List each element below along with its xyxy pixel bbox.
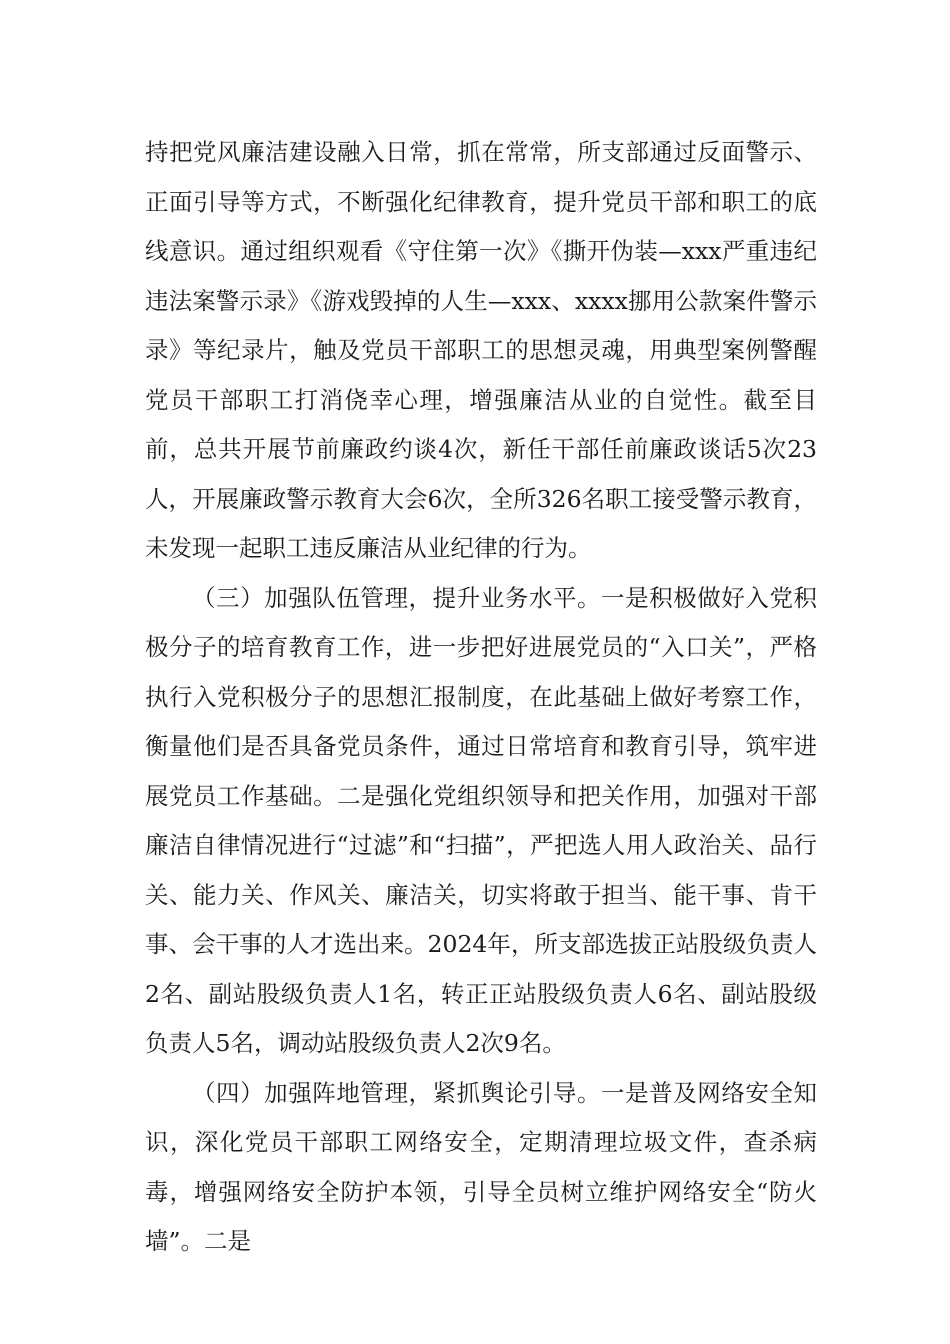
- paragraph-continuation: 持把党风廉洁建设融入日常，抓在常常，所支部通过反面警示、正面引导等方式，不断强化纪律教育，提升党员干部和职工的底线意识。通过组织观看《守住第一次》《撕开伪装—xxx严重违纪违法案警示录》《游戏毁掉的人生—xxx、xxxx挪用公款案件警示录》等纪录片，触及党员干部职工的思想灵魂，用典型案例警醒党员干部职工打消侥幸心理，增强廉洁从业的自觉性。截至目前，总共开展节前廉政约谈4次，新任干部任前廉政谈话5次23人，开展廉政警示教育大会6次，全所326名职工接受警示教育，未发现一起职工违反廉洁从业纪律的行为。: [145, 138, 817, 562]
- paragraph-section-four: （四）加强阵地管理，紧抓舆论引导。一是普及网络安全知识，深化党员干部职工网络安全，定期清理垃圾文件，查杀病毒，增强网络安全防护本领，引导全员树立维护网络安全“防火墙”。二是: [145, 1078, 817, 1255]
- paragraph-section-three: （三）加强队伍管理，提升业务水平。一是积极做好入党积极分子的培育教育工作，进一步把好进展党员的“入口关”，严格执行入党积极分子的思想汇报制度，在此基础上做好考察工作，衡量他们是否具备党员条件，通过日常培育和教育引导，筑牢进展党员工作基础。二是强化党组织领导和把关作用，加强对干部廉洁自律情况进行“过滤”和“扫描”，严把选人用人政治关、品行关、能力关、作风关、廉洁关，切实将敢于担当、能干事、肯干事、会干事的人才选出来。2024年，所支部选拔正站股级负责人2名、副站股级负责人1名，转正正站股级负责人6名、副站股级负责人5名，调动站股级负责人2次9名。: [145, 583, 817, 1057]
- document-body: [145, 128, 817, 1267]
